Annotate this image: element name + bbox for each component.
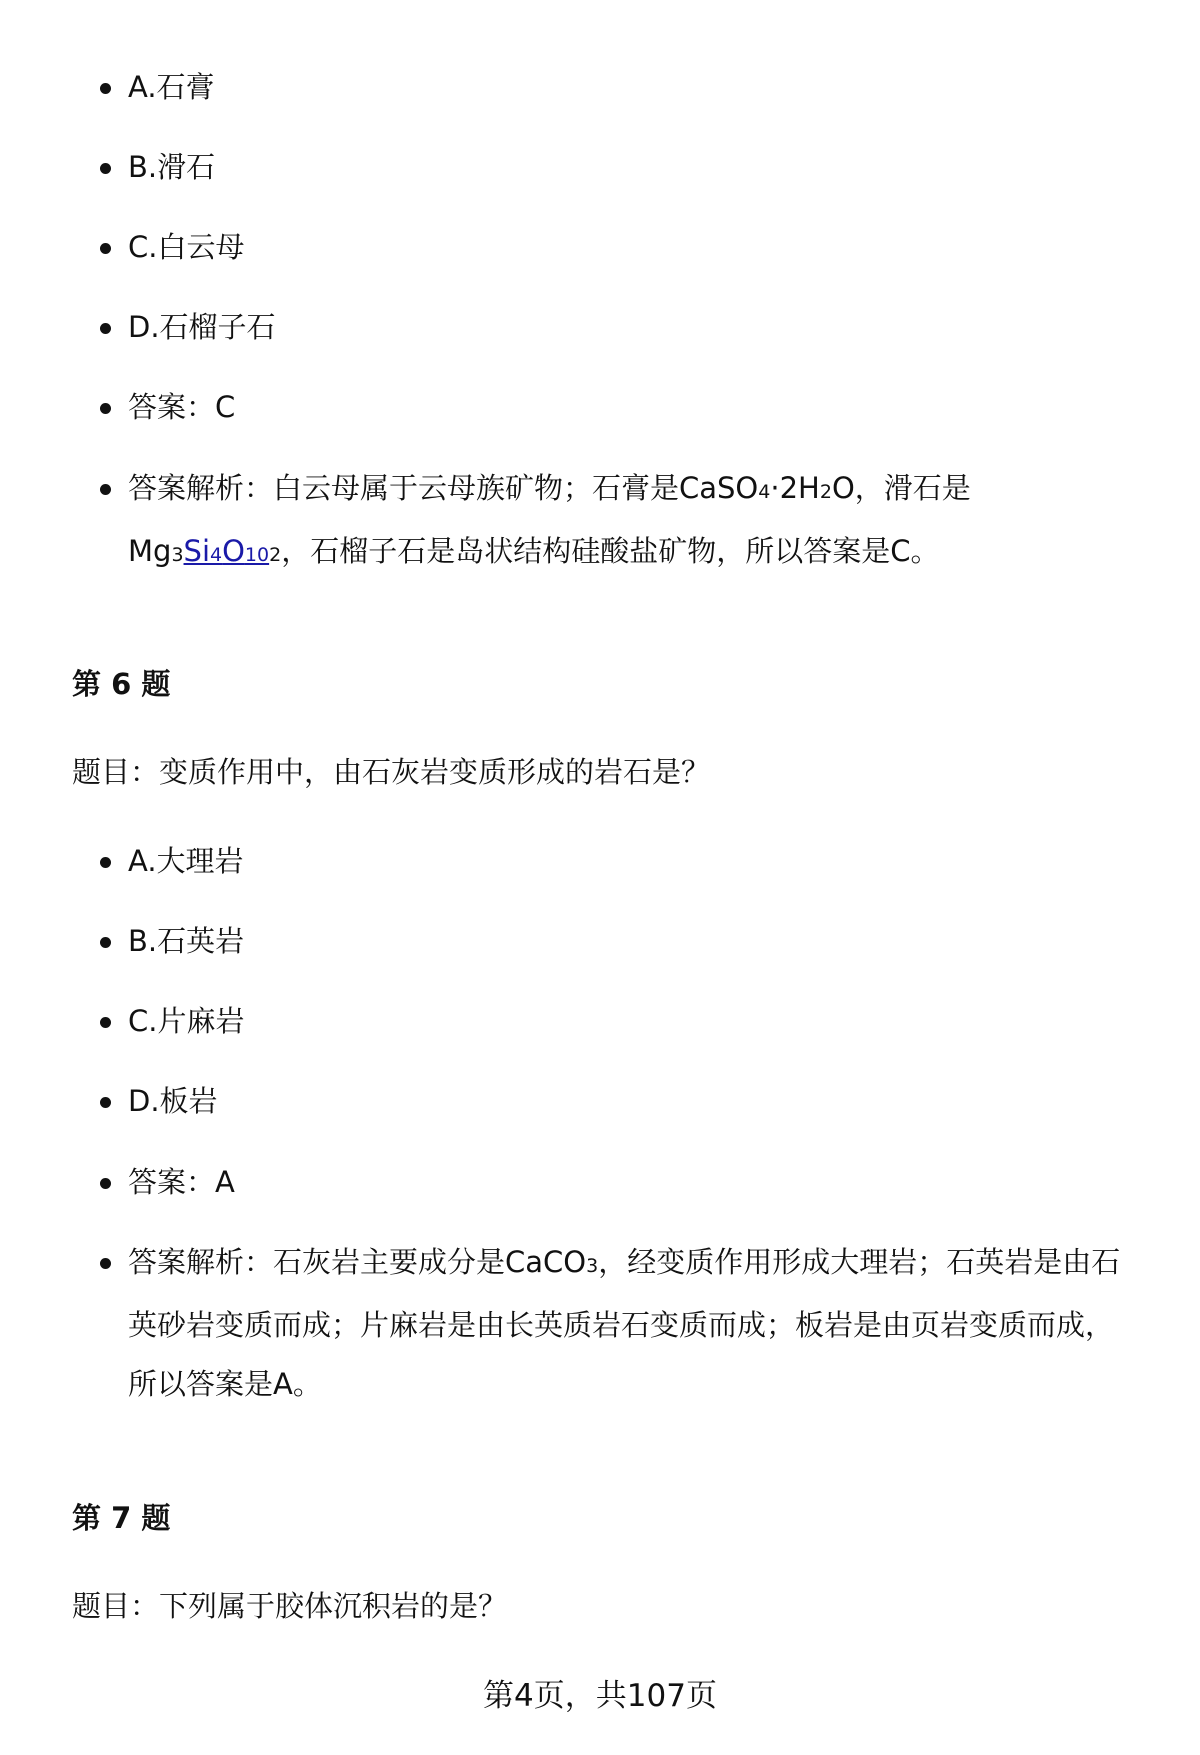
q6-analysis-text: 所以答案是A。 [128, 1367, 322, 1401]
subscript: 2 [819, 481, 832, 503]
q6-analysis-text: 答案解析：石灰岩主要成分是CaCO [128, 1245, 587, 1279]
q6-option-d: D.板岩 [128, 1072, 1158, 1131]
q5-option-b: B.滑石 [128, 138, 1158, 197]
q5-option-c: C.白云母 [128, 218, 1158, 277]
q6-analysis [128, 1233, 1158, 1414]
q5-answer: 答案：C [128, 378, 1158, 437]
q6-analysis-text: ，经变质作用形成大理岩；石英岩是由石 [598, 1245, 1121, 1279]
q5-analysis-text: ·2H [770, 471, 820, 505]
q5-option-d: D.石榴子石 [128, 298, 1158, 357]
q5-analysis [128, 459, 1158, 585]
subscript: 4 [210, 544, 223, 566]
q5-option-a: A.石膏 [128, 58, 1158, 117]
subscript: 2 [269, 544, 282, 566]
q6-option-c: C.片麻岩 [128, 992, 1158, 1051]
subscript: 4 [758, 481, 771, 503]
page-footer: 第4页，共107页 [483, 1678, 717, 1714]
subscript: 3 [586, 1255, 599, 1277]
q6-heading: 第 6 题 [72, 667, 171, 701]
q6-option-b: B.石英岩 [128, 912, 1158, 971]
formula-link-text: Si [183, 534, 210, 568]
q6-analysis-text: 英砂岩变质而成；片麻岩是由长英质岩石变质而成；板岩是由页岩变质而成， [128, 1308, 1115, 1342]
q7-question: 题目：下列属于胶体沉积岩的是？ [72, 1589, 508, 1623]
q6-answer: 答案：A [128, 1153, 1158, 1212]
q5-analysis-text: 答案解析：白云母属于云母族矿物；石膏是CaSO [128, 471, 759, 505]
formula-link[interactable] [184, 534, 270, 568]
q5-analysis-text: Mg [128, 534, 172, 568]
q5-analysis-text: O，滑石是 [831, 471, 971, 505]
q5-analysis-text: ，石榴子石是岛状结构硅酸盐矿物，所以答案是C。 [281, 534, 940, 568]
formula-link-text: O [222, 534, 245, 568]
q6-question: 题目：变质作用中，由石灰岩变质形成的岩石是？ [72, 755, 711, 789]
subscript: 10 [244, 544, 270, 566]
q7-heading: 第 7 题 [72, 1501, 171, 1535]
subscript: 3 [171, 544, 184, 566]
q6-option-a: A.大理岩 [128, 832, 1158, 891]
